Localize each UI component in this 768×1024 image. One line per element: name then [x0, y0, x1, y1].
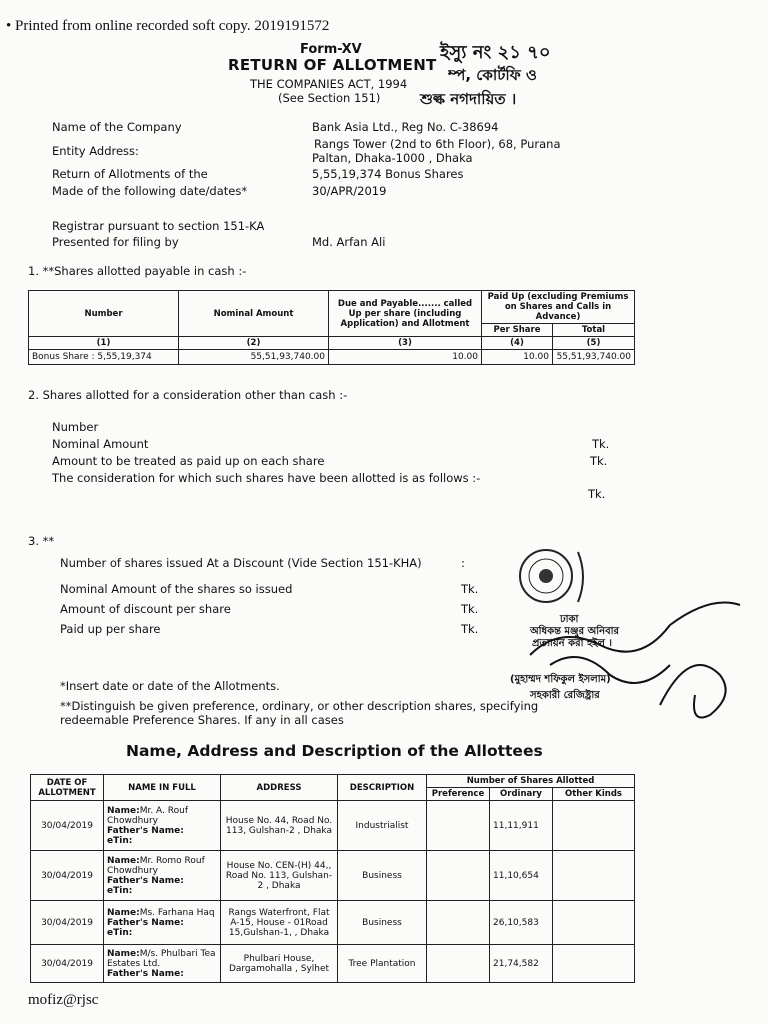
- cash-shares-table: [28, 290, 635, 365]
- section2-nominal-tk: Tk.: [592, 437, 610, 451]
- handwritten-signature: [520, 585, 760, 735]
- col-num-4: (4): [482, 337, 553, 350]
- section2-nominal: Nominal Amount: [52, 437, 149, 451]
- footer-user: mofiz@rjsc: [28, 992, 99, 1008]
- entity-address-line2: Paltan, Dhaka-1000 , Dhaka: [312, 151, 473, 165]
- discount-amount-label: Amount of discount per share: [60, 602, 231, 616]
- cell-address: House No. CEN-(H) 44,, Road No. 113, Gulshan-2 , Dhaka: [221, 851, 338, 901]
- stamp-line1: ঢাকা: [560, 614, 579, 625]
- cell-due: 10.00: [329, 350, 482, 365]
- col-shares-header: Number of Shares Allotted: [427, 775, 635, 788]
- return-label-1: Return of Allotments of the: [52, 167, 208, 181]
- cell-name: Name:M/s. Phulbari Tea Estates Ltd. Father's Name:: [104, 945, 221, 983]
- cell-date: 30/04/2019: [31, 901, 104, 945]
- col-num-1: (1): [29, 337, 179, 350]
- cell-date: 30/04/2019: [31, 851, 104, 901]
- col-num-3: (3): [329, 337, 482, 350]
- stamp-officer-name: (মুহাম্মদ শফিকুল ইসলাম): [510, 674, 611, 685]
- cell-name: Name:Mr. Romo Rouf Chowdhury Father's Name: eTin:: [104, 851, 221, 901]
- cell-per-share: 10.00: [482, 350, 553, 365]
- cell-address: Phulbari House, Dargamohalla , Sylhet: [221, 945, 338, 983]
- cell-ordinary: 26,10,583: [490, 901, 553, 945]
- cell-preference: [427, 801, 490, 851]
- discount-issue-colon: :: [461, 556, 465, 570]
- cell-address: House No. 44, Road No. 113, Gulshan-2 , Dhaka: [221, 801, 338, 851]
- cell-name: Name:Mr. A. Rouf Chowdhury Father's Name: eTin:: [104, 801, 221, 851]
- col-per-share-header: Per Share: [482, 324, 553, 337]
- col-date-header: DATE OF ALLOTMENT: [31, 775, 104, 801]
- col-description-header: DESCRIPTION: [338, 775, 427, 801]
- section1-title: 1. **Shares allotted payable in cash :-: [28, 264, 247, 278]
- col-preference-header: Preference: [427, 788, 490, 801]
- cell-name: Name:Ms. Farhana Haq Father's Name: eTin:: [104, 901, 221, 945]
- cell-other: [553, 901, 635, 945]
- handwritten-duty-note: শুল্ক নগদায়িত ।: [420, 90, 517, 108]
- col-due-header: Due and Payable....... called Up per share (including Application) and Allotment: [329, 291, 482, 337]
- print-note: • Printed from online recorded soft copy. 2019191572: [6, 18, 330, 34]
- cell-ordinary: 11,10,654: [490, 851, 553, 901]
- col-other-header: Other Kinds: [553, 788, 635, 801]
- note-insert-date: *Insert date or date of the Allotments.: [60, 679, 280, 693]
- discount-nominal-tk: Tk.: [461, 582, 479, 596]
- form-number: Form-XV: [300, 42, 362, 57]
- note-distinguish-2: redeemable Preference Shares. If any in all cases: [60, 713, 344, 727]
- discount-paidup-tk: Tk.: [461, 622, 479, 636]
- discount-paidup-label: Paid up per share: [60, 622, 161, 636]
- handwritten-issue-number: ইস্যু নং ২১ ৭০: [440, 42, 551, 63]
- stamp-line2: অধিকন্ত মঞ্জুর অনিবার: [530, 626, 620, 637]
- cell-preference: [427, 851, 490, 901]
- cell-date: 30/04/2019: [31, 801, 104, 851]
- entity-address-line1: Rangs Tower (2nd to 6th Floor), 68, Purana: [314, 137, 561, 151]
- section2-treated-tk: Tk.: [590, 454, 608, 468]
- note-distinguish-1: **Distinguish be given preference, ordinary, or other description shares, specifying: [60, 699, 539, 713]
- discount-amount-tk: Tk.: [461, 602, 479, 616]
- cell-other: [553, 851, 635, 901]
- section3-title: 3. **: [28, 534, 55, 548]
- table-row: [29, 350, 635, 365]
- table-row: [31, 901, 635, 945]
- col-name-header: NAME IN FULL: [104, 775, 221, 801]
- act-name: THE COMPANIES ACT, 1994: [250, 77, 408, 91]
- cell-description: Tree Plantation: [338, 945, 427, 983]
- col-num-2: (2): [179, 337, 329, 350]
- allottees-heading: Name, Address and Description of the Allottees: [126, 742, 543, 760]
- col-num-5: (5): [553, 337, 635, 350]
- cell-address: Rangs Waterfront, Flat A-15, House - 01Road 15,Gulshan-1, , Dhaka: [221, 901, 338, 945]
- cell-description: Industrialist: [338, 801, 427, 851]
- cell-description: Business: [338, 901, 427, 945]
- cell-preference: [427, 901, 490, 945]
- stamp-designation: সহকারী রেজিষ্ট্রার: [530, 690, 600, 701]
- table-row: [31, 945, 635, 983]
- section2-number: Number: [52, 420, 99, 434]
- allotment-date-value: 30/APR/2019: [312, 184, 387, 198]
- handwritten-stamp-note: ম্প, কোর্টফি ও: [448, 66, 537, 84]
- presented-value: Md. Arfan Ali: [312, 235, 386, 249]
- cell-other: [553, 801, 635, 851]
- col-nominal-header: Nominal Amount: [179, 291, 329, 337]
- allottees-table: [30, 774, 635, 983]
- discount-issue-label: Number of shares issued At a Discount (Vide Section 151-KHA): [60, 556, 422, 570]
- section2-consideration-tk: Tk.: [588, 487, 606, 501]
- print-bullet: •: [6, 18, 12, 34]
- cell-other: [553, 945, 635, 983]
- presented-label: Presented for filing by: [52, 235, 179, 249]
- cell-preference: [427, 945, 490, 983]
- col-total-header: Total: [553, 324, 635, 337]
- col-ordinary-header: Ordinary: [490, 788, 553, 801]
- section2-treated: Amount to be treated as paid up on each share: [52, 454, 325, 468]
- col-paidup-header: Paid Up (excluding Premiums on Shares and Calls in Advance): [482, 291, 635, 324]
- stamp-line3: প্রত্যায়ন করা হইল ।: [532, 638, 612, 649]
- form-title: RETURN OF ALLOTMENT: [228, 56, 437, 74]
- table-row: [31, 801, 635, 851]
- section2-title: 2. Shares allotted for a consideration other than cash :-: [28, 388, 348, 402]
- company-name-value: Bank Asia Ltd., Reg No. C-38694: [312, 120, 499, 134]
- cell-number: Bonus Share : 5,55,19,374: [29, 350, 179, 365]
- return-label-2: Made of the following date/dates*: [52, 184, 248, 198]
- entity-address-label: Entity Address:: [52, 144, 139, 158]
- cell-ordinary: 11,11,911: [490, 801, 553, 851]
- cell-date: 30/04/2019: [31, 945, 104, 983]
- cell-ordinary: 21,74,582: [490, 945, 553, 983]
- table-row: [31, 851, 635, 901]
- cell-total: 55,51,93,740.00: [553, 350, 635, 365]
- discount-nominal-label: Nominal Amount of the shares so issued: [60, 582, 293, 596]
- see-section: (See Section 151): [278, 91, 381, 105]
- section2-consideration: The consideration for which such shares have been allotted is as follows :-: [52, 471, 481, 485]
- return-value: 5,55,19,374 Bonus Shares: [312, 167, 464, 181]
- col-address-header: ADDRESS: [221, 775, 338, 801]
- col-number-header: Number: [29, 291, 179, 337]
- cell-description: Business: [338, 851, 427, 901]
- registrar-label: Registrar pursuant to section 151-KA: [52, 219, 265, 233]
- cell-nominal: 55,51,93,740.00: [179, 350, 329, 365]
- company-name-label: Name of the Company: [52, 120, 182, 134]
